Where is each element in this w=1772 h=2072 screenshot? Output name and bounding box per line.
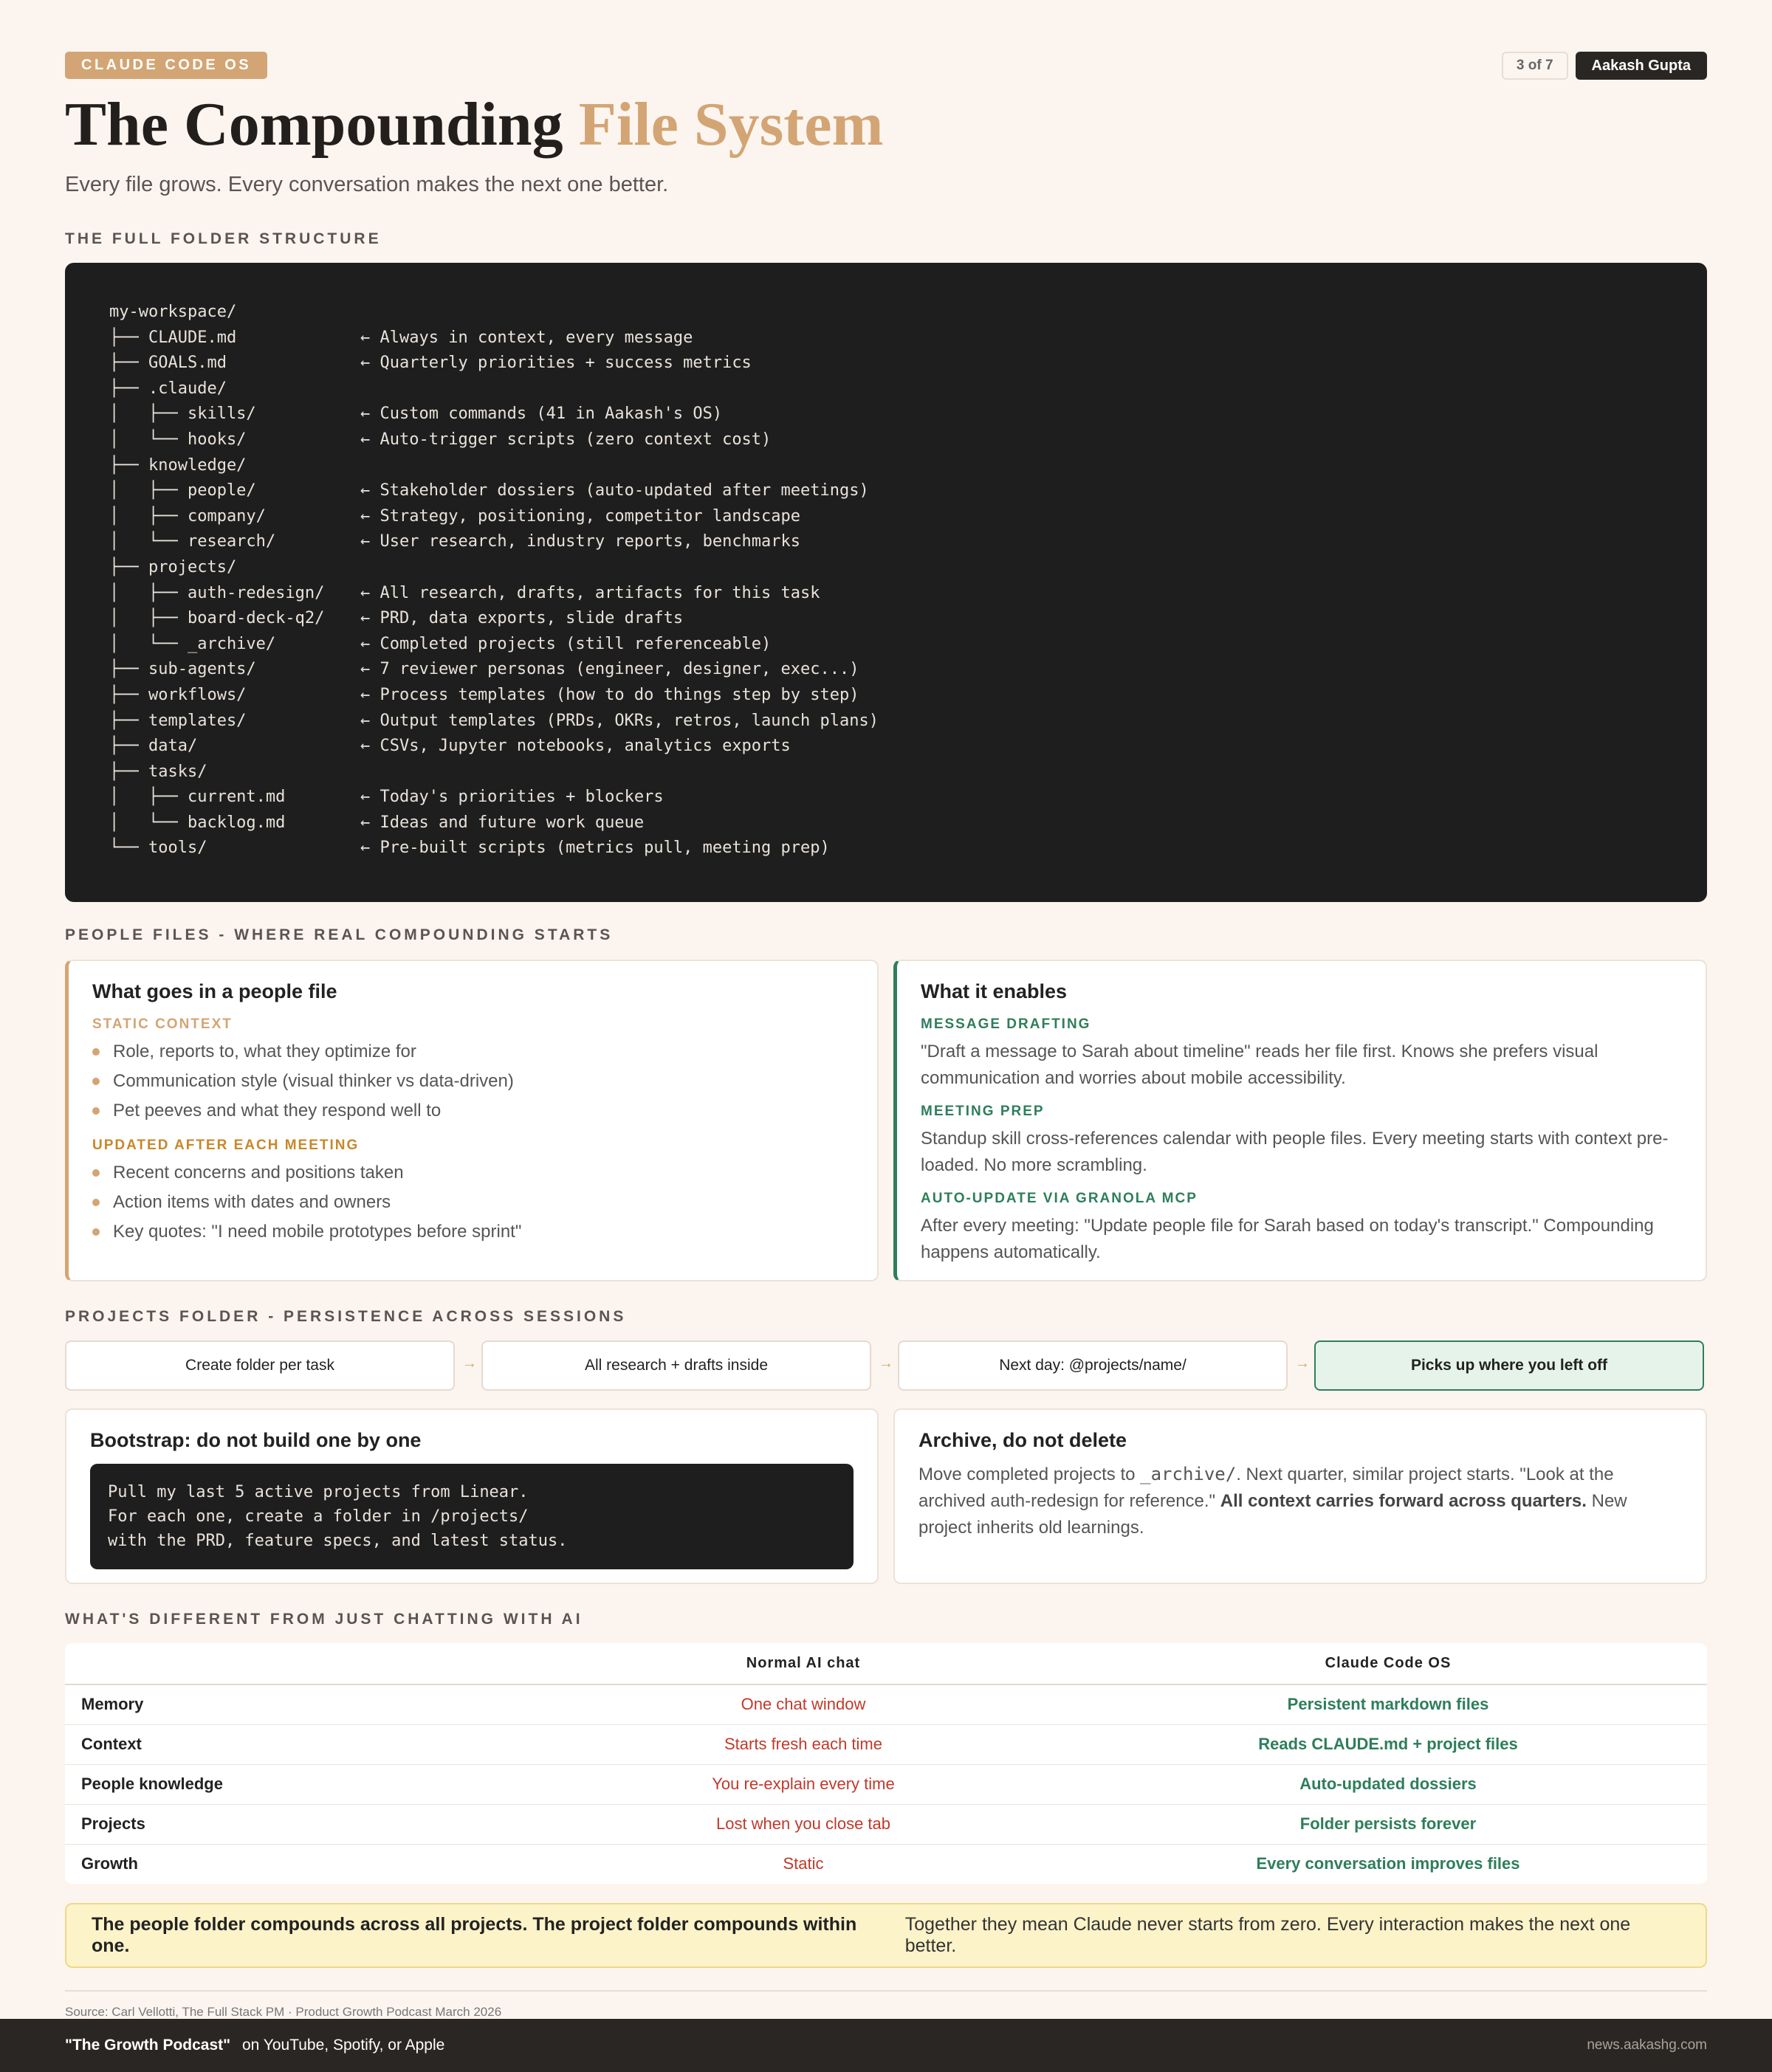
- slide-counter: 3 of 7: [1502, 52, 1568, 80]
- tree-path: ├── CLAUDE.md: [109, 328, 237, 347]
- row-label: People knowledge: [65, 1764, 538, 1804]
- list-item-text: Key quotes: "I need mobile prototypes before sprint": [113, 1222, 522, 1242]
- tree-path: │ └── backlog.md: [109, 813, 286, 832]
- tree-note: ← Quarterly priorities + success metrics: [360, 354, 752, 373]
- tree-line: [109, 351, 1663, 376]
- tree-line: [109, 555, 1663, 581]
- callout-bold: The people folder compounds across all projects. The project folder compounds within one.: [92, 1914, 857, 1956]
- tree-line: [109, 402, 1663, 427]
- claude-os-value: Auto-updated dossiers: [1069, 1764, 1707, 1804]
- summary-callout: [65, 1903, 1707, 1968]
- tree-path: ├── tasks/: [109, 762, 207, 781]
- tree-line: [109, 760, 1663, 785]
- list-item: [92, 1071, 854, 1092]
- table-header-row: [65, 1643, 1707, 1684]
- bullet-dot-icon: [92, 1169, 100, 1177]
- tree-line: [109, 683, 1663, 709]
- flow-step: Picks up where you left off: [1314, 1340, 1704, 1391]
- enables-title: What it enables: [921, 980, 1068, 1002]
- page-title: [65, 89, 884, 160]
- list-item-text: Pet peeves and what they respond well to: [113, 1101, 442, 1121]
- bullet-dot-icon: [92, 1078, 100, 1085]
- archive-text: Move completed projects to _archive/. Next quarter, similar project starts. "Look at the archived auth-redesign for reference." All context carries forward across quarters. New project inherits old learnings.: [918, 1464, 1627, 1538]
- tree-path: ├── GOALS.md: [109, 354, 227, 373]
- header-empty: [65, 1643, 538, 1684]
- list-item: [92, 1163, 854, 1183]
- people-section-label: PEOPLE FILES - WHERE REAL COMPOUNDING STARTS: [65, 926, 614, 943]
- list-item: [92, 1101, 854, 1121]
- table-row: [65, 1764, 1707, 1804]
- tree-note: ← Always in context, every message: [360, 328, 693, 347]
- claude-os-value: Every conversation improves files: [1256, 1854, 1520, 1873]
- tree-note: ← Ideas and future work queue: [360, 813, 645, 832]
- tree-path: ├── knowledge/: [109, 455, 247, 475]
- tree-line: [109, 709, 1663, 734]
- archive-folder-code: _archive/: [1140, 1464, 1237, 1484]
- table-row: [65, 1684, 1707, 1724]
- flow-step: Create folder per task: [65, 1340, 455, 1391]
- bullet-dot-icon: [92, 1107, 100, 1115]
- arrow-right-icon: →: [462, 1355, 477, 1371]
- tree-note: ← User research, industry reports, benchmarks: [360, 532, 801, 551]
- enables-card: [893, 960, 1707, 1281]
- tree-line: [109, 478, 1663, 504]
- row-label: Context: [65, 1724, 538, 1764]
- row-label: Projects: [65, 1804, 538, 1844]
- tree-line: [109, 810, 1663, 836]
- arrow-right-icon: →: [879, 1355, 893, 1371]
- bootstrap-card: [65, 1408, 879, 1584]
- list-item-text: Role, reports to, what they optimize for: [113, 1042, 416, 1061]
- table-row: [65, 1844, 1707, 1884]
- archive-title: Archive, do not delete: [918, 1429, 1127, 1451]
- tree-path: ├── templates/: [109, 711, 247, 730]
- tree-path: ├── workflows/: [109, 685, 247, 704]
- header-claude-os: Claude Code OS: [1069, 1643, 1707, 1684]
- normal-chat-value: Starts fresh each time: [538, 1724, 1069, 1764]
- tree-path: │ ├── current.md: [109, 788, 286, 807]
- updated-label: UPDATED AFTER EACH MEETING: [92, 1137, 360, 1153]
- claude-os-value: Persistent markdown files: [1069, 1684, 1707, 1724]
- enable-block-label: MESSAGE DRAFTING: [921, 1016, 1091, 1032]
- podcast-name: "The Growth Podcast": [65, 2037, 231, 2054]
- tree-path: ├── sub-agents/: [109, 660, 256, 679]
- tree-path: │ └── _archive/: [109, 634, 276, 653]
- tree-line: [109, 504, 1663, 530]
- tree-path: │ ├── company/: [109, 506, 266, 526]
- people-file-card: [65, 960, 879, 1281]
- normal-chat-value: Lost when you close tab: [538, 1804, 1069, 1844]
- tree-path: ├── projects/: [109, 557, 237, 576]
- tree-line: [109, 326, 1663, 351]
- list-item: [92, 1222, 854, 1242]
- tree-path: ├── data/: [109, 737, 198, 756]
- claude-os-value: Folder persists forever: [1069, 1804, 1707, 1844]
- static-context-list: [92, 1042, 854, 1121]
- tree-note: ← Auto-trigger scripts (zero context cost): [360, 430, 772, 449]
- tree-note: ← All research, drafts, artifacts for this task: [360, 583, 820, 602]
- comparison-table: [65, 1643, 1707, 1884]
- table-row: [65, 1724, 1707, 1764]
- tree-note: ← Completed projects (still referenceable): [360, 634, 772, 653]
- bootstrap-code: Pull my last 5 active projects from Linear. For each one, create a folder in /projects/ with the PRD, feature specs, and latest status.: [90, 1464, 854, 1569]
- tree-path: ├── .claude/: [109, 379, 227, 398]
- tree-note: ← 7 reviewer personas (engineer, designer, exec...): [360, 660, 859, 679]
- bootstrap-title: Bootstrap: do not build one by one: [90, 1429, 422, 1451]
- tree-path: │ ├── auth-redesign/: [109, 583, 325, 602]
- source-note: Source: Carl Vellotti, The Full Stack PM · Product Growth Podcast March 2026: [65, 2005, 502, 2019]
- enable-block-text: After every meeting: "Update people file for Sarah based on today's transcript." Compounding happens automatically.: [921, 1216, 1654, 1262]
- tree-line: [109, 453, 1663, 479]
- list-item-text: Recent concerns and positions taken: [113, 1163, 404, 1183]
- tree-line: [109, 785, 1663, 810]
- tree-path: │ ├── skills/: [109, 405, 256, 424]
- bullet-dot-icon: [92, 1228, 100, 1236]
- compare-section-label: WHAT'S DIFFERENT FROM JUST CHATTING WITH AI: [65, 1611, 583, 1628]
- tree-line: [109, 632, 1663, 658]
- folder-tree: [65, 263, 1707, 902]
- enables-blocks: [921, 1016, 1682, 1266]
- row-label: Growth: [81, 1854, 138, 1873]
- tree-note: ← Process templates (how to do things step by step): [360, 685, 859, 704]
- tree-line: [109, 581, 1663, 607]
- tree-path: └── tools/: [109, 839, 207, 858]
- brand-badge: CLAUDE CODE OS: [65, 52, 267, 79]
- callout-text: Together they mean Claude never starts from zero. Every interaction makes the next one better.: [904, 1914, 1631, 1956]
- bullet-dot-icon: [92, 1048, 100, 1056]
- tree-line: [109, 836, 1663, 861]
- enable-block-label: AUTO-UPDATE VIA GRANOLA MCP: [921, 1191, 1198, 1206]
- flow-step: All research + drafts inside: [481, 1340, 871, 1391]
- tree-note: ← Today's priorities + blockers: [360, 788, 664, 807]
- list-item: [92, 1192, 854, 1213]
- title-main: The Compounding: [65, 90, 563, 159]
- tree-note: ← Strategy, positioning, competitor landscape: [360, 506, 801, 526]
- enable-block-label: MEETING PREP: [921, 1104, 1045, 1119]
- row-label: Memory: [65, 1684, 538, 1724]
- enable-block-text: "Draft a message to Sarah about timeline" reads her file first. Knows she prefers visual communication and worries about mobile accessibility.: [921, 1042, 1598, 1088]
- tree-note: ← Stakeholder dossiers (auto-updated after meetings): [360, 481, 869, 500]
- bullet-dot-icon: [92, 1199, 100, 1206]
- folder-section-label: THE FULL FOLDER STRUCTURE: [65, 230, 382, 247]
- tree-note: ← CSVs, Jupyter notebooks, analytics exports: [360, 737, 791, 756]
- tree-note: ← Pre-built scripts (metrics pull, meeting prep): [360, 839, 830, 858]
- top-right-badges: [1502, 52, 1707, 80]
- tree-path: my-workspace/: [109, 303, 237, 321]
- people-file-title: What goes in a people file: [92, 980, 337, 1002]
- tree-path: │ ├── people/: [109, 481, 256, 500]
- tree-note: ← Output templates (PRDs, OKRs, retros, launch plans): [360, 711, 879, 730]
- footer-divider: [65, 1990, 1707, 1992]
- tree-line: [109, 376, 1663, 402]
- footer-bar: [0, 2019, 1772, 2072]
- tree-note: ← PRD, data exports, slide drafts: [360, 609, 684, 628]
- tree-line: [109, 529, 1663, 555]
- title-accent: File System: [578, 90, 884, 159]
- page-subtitle: Every file grows. Every conversation makes the next one better.: [65, 173, 669, 196]
- tree-note: ← Custom commands (41 in Aakash's OS): [360, 405, 723, 424]
- table-row: [65, 1804, 1707, 1844]
- normal-chat-value: Static: [783, 1854, 824, 1873]
- tree-path: │ └── hooks/: [109, 430, 247, 449]
- enable-block-text: Standup skill cross-references calendar with people files. Every meeting starts with context pre-loaded. No more scrambling.: [921, 1129, 1669, 1175]
- podcast-platforms: on YouTube, Spotify, or Apple: [241, 2037, 445, 2054]
- list-item: [92, 1042, 854, 1062]
- normal-chat-value: You re-explain every time: [538, 1764, 1069, 1804]
- author-badge: Aakash Gupta: [1576, 52, 1707, 80]
- flow-step: Next day: @projects/name/: [898, 1340, 1288, 1391]
- header-normal-chat: Normal AI chat: [538, 1643, 1069, 1684]
- footer-site-link[interactable]: news.aakashg.com: [1587, 2037, 1707, 2053]
- arrow-right-icon: →: [1295, 1355, 1310, 1371]
- list-item-text: Communication style (visual thinker vs data-driven): [113, 1071, 514, 1091]
- footer-podcast: [65, 2037, 444, 2054]
- tree-path: │ └── research/: [109, 532, 276, 551]
- tree-path: │ ├── board-deck-q2/: [109, 609, 325, 628]
- list-item-text: Action items with dates and owners: [113, 1192, 391, 1212]
- tree-line: [109, 427, 1663, 453]
- static-context-label: STATIC CONTEXT: [92, 1016, 233, 1032]
- claude-os-value: Reads CLAUDE.md + project files: [1069, 1724, 1707, 1764]
- tree-line: [109, 657, 1663, 683]
- tree-line: [109, 606, 1663, 632]
- projects-section-label: PROJECTS FOLDER - PERSISTENCE ACROSS SESSIONS: [65, 1308, 627, 1325]
- updated-list: [92, 1163, 854, 1242]
- tree-line: [109, 300, 1663, 326]
- archive-card: [893, 1408, 1707, 1584]
- normal-chat-value: One chat window: [538, 1684, 1069, 1724]
- tree-line: [109, 734, 1663, 760]
